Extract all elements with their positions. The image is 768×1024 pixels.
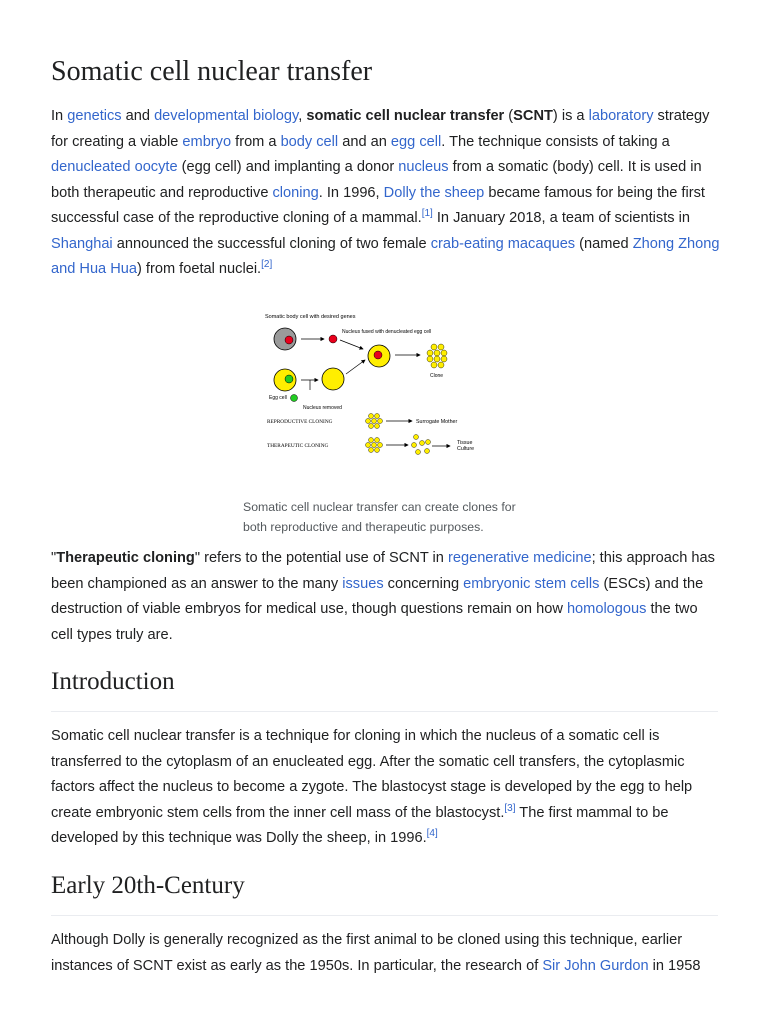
clone-cluster (427, 344, 447, 368)
text: Although Dolly is generally recognized as the first animal to be cloned using this technique, earlier instances of SCNT exist as early as the 1950s. In particular, the research of (51, 932, 683, 974)
link-genetics[interactable]: genetics (67, 108, 122, 124)
donor-nucleus (329, 335, 337, 343)
text: concerning (383, 575, 464, 592)
figure-caption: Somatic cell nuclear transfer can create clones for both reproductive and therapeutic purposes. (243, 500, 516, 534)
therapeutic-cloning-label: THERAPEUTIC CLONING (267, 443, 329, 449)
somatic-cell-label: Somatic body cell with desired genes (265, 314, 356, 320)
link-sir-john-gurdon[interactable]: Sir John Gurdon (542, 957, 649, 974)
early-paragraph (51, 928, 721, 979)
text: The first mammal to be developed by this technique was Dolly the sheep, in 1996. (51, 804, 669, 846)
link-egg-cell[interactable]: egg cell (390, 133, 442, 150)
text: from a somatic (body) cell. It is used in both therapeutic and reproductive (51, 159, 702, 201)
text: ; this approach has been championed as an answer to the many (51, 550, 715, 592)
therapeutic-cluster (366, 438, 383, 453)
text: and an (338, 133, 391, 150)
surrogate-mother-label: Surrogate Mother (416, 419, 458, 425)
dispersed-cells (412, 435, 431, 455)
text: Somatic cell nuclear transfer is a technique for cloning in which the nucleus of a somatic cell is transferred to the cytoplasm of an enucleated egg. After the somatic cell transfers, the cytoplasmic factors affect the nucleus to become a zygote. The blastocyst stage is developed by the egg to help create embryonic stem cells from the inner cell mass of the blastocyst. (51, 728, 693, 821)
link-shanghai[interactable]: Shanghai (51, 235, 113, 252)
link-developmental-biology[interactable]: developmental biology (154, 108, 299, 124)
tissue-label: Tissue (457, 440, 473, 446)
text: . The technique consists of taking a (441, 133, 670, 150)
link-body-cell[interactable]: body cell (280, 133, 339, 150)
nucleus-removed-label: Nucleus removed (303, 405, 342, 411)
link-crab-eating-macaques[interactable]: crab-eating macaques (430, 235, 576, 252)
clone-label: Clone (430, 373, 444, 379)
arrow (346, 360, 365, 374)
text: . In 1996, (318, 184, 384, 201)
text: In (51, 108, 68, 124)
link-regenerative-medicine[interactable]: regenerative medicine (447, 550, 592, 566)
link-issues[interactable]: issues (342, 575, 384, 592)
somatic-nucleus (285, 336, 293, 344)
text: , (298, 108, 307, 124)
text: " (51, 550, 57, 566)
link-embryo[interactable]: embryo (182, 133, 232, 150)
bold-term: SCNT (513, 108, 553, 124)
reproductive-cluster (366, 414, 383, 429)
text: the two cell types truly are. (51, 601, 698, 643)
link-dolly-the-sheep[interactable]: Dolly the sheep (383, 184, 485, 201)
text: ( (504, 108, 514, 124)
reproductive-cloning-label: REPRODUCTIVE CLONING (267, 419, 333, 425)
link-denucleated-oocyte[interactable]: denucleated oocyte (51, 159, 178, 175)
text: (egg cell) and implanting a donor (177, 159, 399, 175)
reference-4[interactable]: [4] (426, 828, 438, 840)
reference-3[interactable]: [3] (504, 802, 516, 814)
egg-cell-label: Egg cell (269, 395, 287, 401)
therapeutic-paragraph (51, 546, 721, 648)
section-heading-early-20th-century: Early 20th-Century (51, 872, 245, 899)
link-embryonic-stem-cells[interactable]: embryonic stem cells (463, 575, 600, 592)
page-title: Somatic cell nuclear transfer (51, 56, 373, 87)
section-divider (51, 711, 718, 712)
text: strategy for creating a viable (51, 108, 710, 150)
link-nucleus[interactable]: nucleus (398, 159, 449, 175)
link-laboratory[interactable]: laboratory (588, 108, 654, 124)
text: In January 2018, a team of scientists in (432, 210, 690, 226)
link-zhong-zhong-hua-hua[interactable]: Zhong Zhong and Hua Hua (51, 235, 720, 277)
text: from a (231, 133, 281, 150)
fused-label: Nucleus fused with denucleated egg cell (342, 329, 432, 335)
text: became famous for being the first successful case of the reproductive cloning of a mammal. (51, 184, 705, 226)
text: (named (575, 235, 633, 252)
arrow (340, 340, 363, 349)
text: announced the successful cloning of two female (112, 235, 431, 252)
reference-2[interactable]: [2] (261, 259, 273, 271)
link-homologous[interactable]: homologous (566, 601, 647, 617)
intro-paragraph (51, 104, 721, 283)
text: and (121, 108, 155, 124)
text: in 1958 (648, 957, 701, 974)
section-heading-introduction: Introduction (51, 668, 175, 695)
egg-nucleus (285, 375, 293, 383)
text: (ESCs) and the destruction of viable embryos for medical use, though questions remain on how (51, 575, 704, 617)
text: ) from foetal nuclei. (137, 261, 262, 277)
reference-1[interactable]: [1] (421, 208, 433, 220)
bold-term: Therapeutic cloning (56, 550, 195, 566)
introduction-paragraph (51, 724, 721, 852)
section-divider (51, 915, 718, 916)
culture-label: Culture (457, 446, 475, 452)
scnt-diagram[interactable] (260, 310, 490, 460)
link-cloning[interactable]: cloning (272, 184, 319, 201)
fused-nucleus (374, 351, 382, 359)
bold-term: somatic cell nuclear transfer (306, 108, 505, 124)
text: ) is a (552, 108, 589, 124)
enucleated-egg (322, 368, 344, 390)
text: " refers to the potential use of SCNT in (194, 550, 448, 566)
removed-nucleus (291, 395, 298, 402)
